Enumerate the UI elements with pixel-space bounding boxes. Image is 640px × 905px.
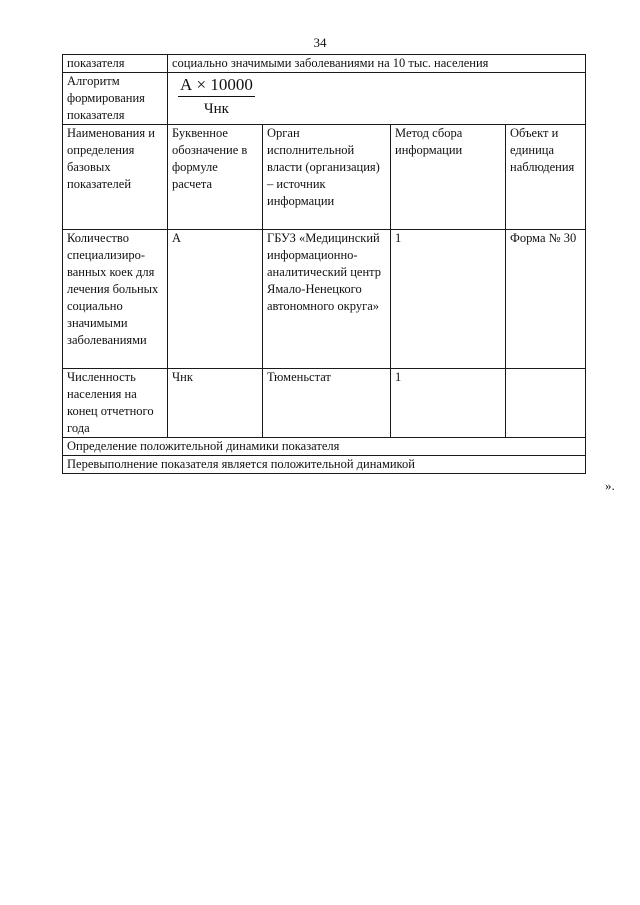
- algorithm-label: Алгоритм формирования показателя: [63, 73, 168, 125]
- row-symbol: Чнк: [168, 369, 263, 438]
- indicator-name-row: [63, 55, 586, 73]
- indicator-table: [62, 54, 586, 474]
- dynamics-title-row: [63, 438, 586, 456]
- formula-numerator: А × 10000: [178, 75, 255, 97]
- row-symbol: А: [168, 230, 263, 369]
- algorithm-row: [63, 73, 586, 125]
- table-row: [63, 369, 586, 438]
- row-name: Численность населения на конец отчетного года: [63, 369, 168, 438]
- indicator-name-value: социально значимыми заболеваниями на 10 тыс. населения: [168, 55, 586, 73]
- header-symbol: Буквенное обозначение в формуле расчета: [168, 125, 263, 230]
- row-object: Форма № 30: [506, 230, 586, 369]
- header-name: Наименования и определения базовых показателей: [63, 125, 168, 230]
- header-object: Объект и единица наблюдения: [506, 125, 586, 230]
- closing-quote-mark: ».: [605, 478, 615, 493]
- dynamics-text-row: [63, 456, 586, 474]
- row-method: 1: [391, 369, 506, 438]
- row-method: 1: [391, 230, 506, 369]
- dynamics-text: Перевыполнение показателя является положительной динамикой: [63, 456, 586, 474]
- table-row: [63, 230, 586, 369]
- header-row: [63, 125, 586, 230]
- row-object: [506, 369, 586, 438]
- page-number: 34: [313, 35, 327, 50]
- dynamics-title: Определение положительной динамики показателя: [63, 438, 586, 456]
- formula-cell: [168, 73, 586, 125]
- formula-denominator: Чнк: [203, 101, 229, 117]
- formula: [178, 75, 255, 119]
- header-source: Орган исполнительной власти (организация) – источник информации: [263, 125, 391, 230]
- row-source: ГБУЗ «Медицинский информационно-аналитический центр Ямало-Ненецкого автономного округа»: [263, 230, 391, 369]
- header-method: Метод сбора информации: [391, 125, 506, 230]
- indicator-name-label: показателя: [63, 55, 168, 73]
- row-source: Тюменьстат: [263, 369, 391, 438]
- row-name: Количество специализиро-ванных коек для лечения больных социально значимыми заболеваниями: [63, 230, 168, 369]
